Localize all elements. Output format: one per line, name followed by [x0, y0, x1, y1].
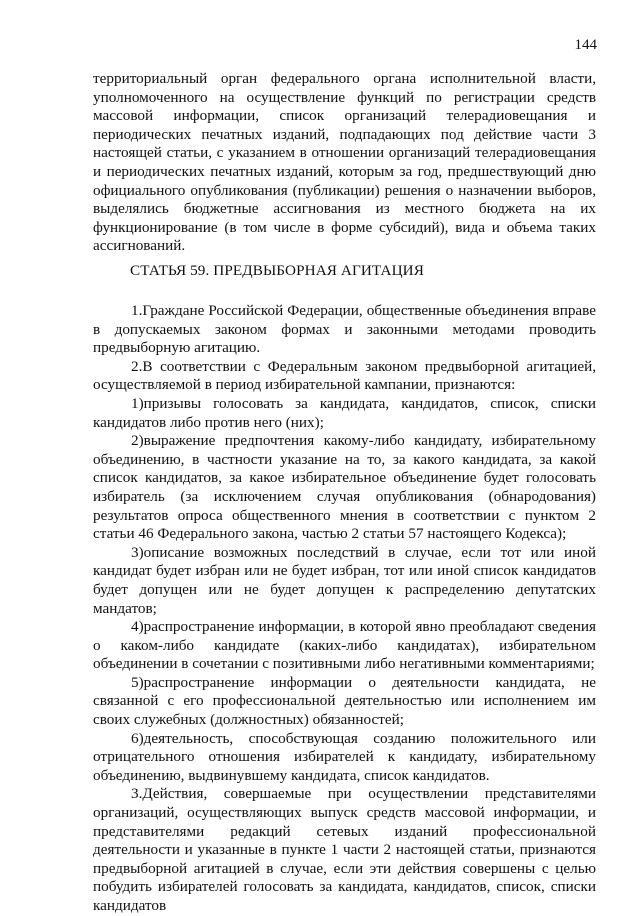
intro-paragraph: территориальный орган федерального органа исполнительной власти, уполномоченного на осуществление функций по регистрации средств массовой информации, список организаций телерадиовещания и периодических печатных изданий, подпадающих под действие части 3 настоящей статьи, с указанием в отношении организаций телерадиовещания и периодических печатных изданий, которым за год, предшествующий дню официального опубликования (публикации) решения о назначении выборов, выделялись бюджетные ассигнования из местного бюджета на их функционирование (в том числе в форме субсидий), вида и объема таких ассигнований.: [93, 70, 596, 255]
article-paragraph: 1)призывы голосовать за кандидата, кандидатов, список, списки кандидатов либо против него (них);: [93, 394, 596, 431]
article-heading: СТАТЬЯ 59. ПРЕДВЫБОРНАЯ АГИТАЦИЯ: [130, 262, 424, 279]
article-paragraph: 2)выражение предпочтения какому-либо кандидату, избирательному объединению, в частности указание на то, за какого кандидата, за какой список кандидатов, за какое избирательное объединение будет голосовать избиратель (за исключением случая опубликования (обнародования) результатов опроса общественного мнения в соответствии с пунктом 2 статьи 46 Федерального закона, частью 2 статьи 57 настоящего Кодекса);: [93, 432, 596, 543]
intro-text-block: [93, 70, 596, 256]
article-paragraph: 3.Действия, совершаемые при осуществлении представителями организаций, осуществляющих выпуск средств массовой информации, и представителями редакций сетевых изданий профессиональной деятельности и указанные в пункте 1 части 2 настоящей статьи, признаются предвыборной агитацией в случае, если эти действия совершены с целью побудить избирателей голосовать за кандидата, кандидатов, список, списки кандидатов: [93, 785, 596, 914]
article-paragraph: 6)деятельность, способствующая созданию положительного или отрицательного отношения избирателей к кандидату, избирательному объединению, выдвинувшему кандидата, список кандидатов.: [93, 729, 596, 784]
article-paragraph: 3)описание возможных последствий в случае, если тот или иной кандидат будет избран или не будет избран, тот или иной список кандидатов будет допущен или не будет допущен к распределению депутатских мандатов;: [93, 543, 596, 617]
article-paragraph: 5)распространение информации о деятельности кандидата, не связанной с его профессиональной деятельностью или исполнением им своих служебных (должностных) обязанностей;: [93, 673, 596, 729]
article-paragraph: 4)распространение информации, в которой явно преобладают сведения о каком-либо кандидате (каких-либо кандидатах), избирательном объединении в сочетании с позитивными либо негативными комментариями;: [93, 618, 596, 673]
article-body: [93, 302, 596, 916]
page-number: 144: [574, 37, 597, 53]
article-paragraph: 1.Граждане Российской Федерации, общественные объединения вправе в допускаемых законом формах и законными методами проводить предвыборную агитацию.: [93, 302, 596, 357]
article-paragraph: 2.В соответствии с Федеральным законом предвыборной агитацией, осуществляемой в период избирательной кампании, признаются:: [93, 357, 596, 394]
